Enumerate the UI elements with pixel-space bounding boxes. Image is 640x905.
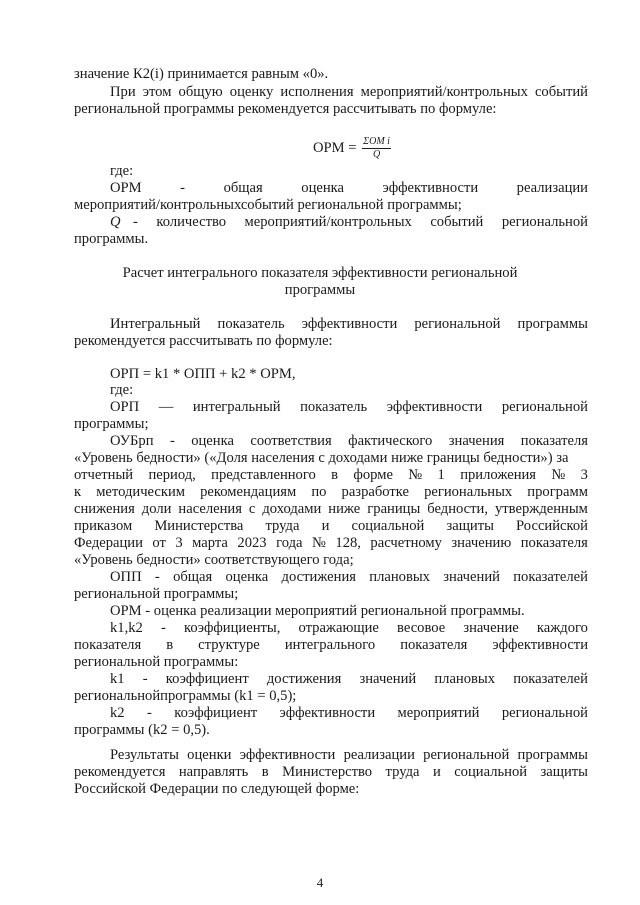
variable-q-text: Q [110, 214, 121, 230]
word: плановых [369, 569, 430, 585]
word: соответствия [250, 433, 332, 449]
text-line-justified [110, 180, 588, 197]
word: количество [156, 214, 227, 230]
text-line: региональной программы; [74, 586, 239, 602]
word: коэффициенты, [183, 620, 281, 636]
word: снижения [74, 501, 135, 517]
word: событий [430, 214, 484, 230]
word: и [432, 764, 441, 780]
word: показателей [513, 671, 588, 687]
word: форме [353, 467, 393, 483]
word: ОРП [110, 399, 140, 415]
word: общая [223, 180, 263, 196]
word: событий [534, 84, 588, 100]
word: региональной [501, 399, 588, 415]
word: методическим [96, 484, 185, 500]
word: Интегральный [110, 316, 201, 332]
word: № [408, 467, 423, 483]
word: границы [367, 501, 421, 517]
word: общая [173, 569, 213, 585]
word: отчетный [74, 467, 134, 483]
word: интегральный [192, 399, 281, 415]
text-line: где: [110, 163, 134, 179]
word: бедности, [427, 501, 488, 517]
section-heading-line-1: Расчет интегрального показателя эффективности региональной [122, 265, 518, 281]
word: населения [178, 501, 242, 517]
text-line-justified [133, 214, 588, 231]
word: 3 [580, 467, 588, 483]
word: значений [359, 671, 417, 687]
word: региональной [414, 316, 501, 332]
section-heading-line-2: программы [284, 282, 356, 298]
word: социальной [351, 518, 425, 534]
word: 1 [437, 467, 445, 483]
word: доли [141, 501, 172, 517]
word: общую [178, 84, 223, 100]
word: плановых [434, 671, 496, 687]
word: 2023 [237, 535, 267, 551]
text-line: рекомендуется рассчитывать по формуле: [74, 333, 333, 349]
word: значению [451, 535, 512, 551]
text-line-justified [74, 467, 588, 484]
formula-fraction [362, 136, 391, 161]
word: ОУБрп [110, 433, 154, 449]
word: период, [148, 467, 196, 483]
text-line-justified [110, 747, 588, 764]
text-line: программы (k2 = 0,5). [74, 722, 210, 738]
word: мероприятий [397, 705, 480, 721]
word: № [311, 535, 326, 551]
word: региональной [501, 705, 588, 721]
word: Российской [516, 518, 588, 534]
word: достижения [281, 569, 356, 585]
word: эффективности [279, 705, 376, 721]
word: труда [265, 518, 300, 534]
word: представленного [211, 467, 316, 483]
word: защиты [446, 518, 494, 534]
word: исполнения [280, 84, 354, 100]
word: 3 [175, 535, 183, 551]
word: социальной [454, 764, 528, 780]
word: в [166, 637, 174, 653]
word: ОПП [110, 569, 142, 585]
word: Результаты [110, 747, 179, 763]
word: труда [385, 764, 420, 780]
text-line-justified [74, 501, 588, 518]
text-line: «Уровень бедности» («Доля населения с доходами ниже границы бедности») за [74, 450, 569, 466]
word: оценки [187, 747, 232, 763]
word: марта [192, 535, 228, 551]
variable-q [110, 214, 122, 231]
formula-orm [313, 136, 391, 161]
text-line-justified [74, 764, 588, 781]
word: и [321, 518, 330, 534]
word: региональных [424, 484, 513, 500]
word: - [133, 214, 138, 230]
text-line-justified [110, 399, 588, 416]
word: программы [517, 747, 588, 763]
word: показатель [300, 399, 368, 415]
formula-orp: ОРП = k1 * ОПП + k2 * ОРМ, [110, 366, 296, 382]
word: этом [142, 84, 172, 100]
word: эффективности [386, 399, 483, 415]
word: № [551, 467, 566, 483]
word: мероприятий/контрольных [244, 214, 412, 230]
word: региональной [423, 747, 510, 763]
text-line: программы; [74, 416, 149, 432]
text-line-justified [110, 433, 588, 450]
word: по [311, 484, 327, 500]
word: коэффициент [165, 671, 249, 687]
word: оценка [225, 569, 269, 585]
word: каждого [536, 620, 588, 636]
text-line: где: [110, 382, 134, 398]
word: приложения [460, 467, 537, 483]
word: защиты [540, 764, 588, 780]
page-number: 4 [316, 875, 324, 890]
word: программ [527, 484, 588, 500]
text-line: мероприятий/контрольныхсобытий региональной программы; [74, 197, 462, 213]
word: 128, [335, 535, 361, 551]
word: мероприятий/контрольных [360, 84, 528, 100]
word: направлять [178, 764, 249, 780]
word: - [160, 620, 166, 636]
word: фактического [348, 433, 433, 449]
word: реализации [516, 180, 588, 196]
word: оценка [191, 433, 234, 449]
text-line-justified [110, 84, 588, 101]
word: года [276, 535, 303, 551]
word: оценку [229, 84, 274, 100]
text-line: значение К2(i) принимается равным «0». [74, 66, 329, 82]
word: весовое [397, 620, 446, 636]
word: ОРМ [110, 180, 142, 196]
word: показателя [520, 433, 588, 449]
word: расчетному [370, 535, 442, 551]
word: разработке [341, 484, 409, 500]
word: При [110, 84, 136, 100]
word: значений [443, 569, 500, 585]
word: - [180, 180, 186, 196]
text-line-justified [110, 671, 588, 688]
text-line: программы. [74, 231, 149, 247]
word: от [152, 535, 166, 551]
word: региональной [501, 214, 588, 230]
text-line-justified [110, 705, 588, 722]
text-line: региональной программы: [74, 654, 239, 670]
word: интегрального [284, 637, 376, 653]
word: ниже [328, 501, 361, 517]
word: в [261, 764, 269, 780]
word: доходами [262, 501, 322, 517]
text-line-justified [74, 637, 588, 654]
text-line-justified [74, 518, 588, 535]
word: коэффициент [174, 705, 258, 721]
word: эффективности [301, 316, 398, 332]
word: эффективности [492, 637, 588, 653]
word: структуре [198, 637, 260, 653]
word: k2 [110, 705, 125, 721]
word: показатель [217, 316, 285, 332]
word: Министерства [154, 518, 244, 534]
word: эффективности [239, 747, 336, 763]
word: показателя [400, 637, 468, 653]
word: - [169, 433, 175, 449]
word: значение [463, 620, 519, 636]
word: k1,k2 [110, 620, 143, 636]
text-line: «Уровень бедности» соответствующего года; [74, 552, 354, 568]
word: Федерации [74, 535, 143, 551]
formula-numerator: ΣОМ i [363, 136, 390, 147]
word: рекомендациям [200, 484, 297, 500]
word: эффективности [382, 180, 479, 196]
word: — [158, 399, 174, 415]
word: с [248, 501, 256, 517]
word: k1 [110, 671, 125, 687]
word: показателей [513, 569, 588, 585]
text-line-justified [110, 620, 588, 637]
word: показателя [520, 535, 588, 551]
word: программы [517, 316, 588, 332]
text-line-justified [74, 535, 588, 552]
word: реализации [343, 747, 415, 763]
text-line-justified [110, 569, 588, 586]
word: утвержденным [494, 501, 588, 517]
word: к [74, 484, 82, 500]
word: - [142, 671, 148, 687]
word: отражающие [298, 620, 379, 636]
word: оценка [301, 180, 345, 196]
word: в [331, 467, 339, 483]
text-line-justified [110, 316, 588, 333]
formula-lhs: ОРМ = [313, 139, 357, 156]
word: - [146, 705, 152, 721]
text-line: ОРМ - оценка реализации мероприятий региональной программы. [110, 603, 525, 619]
text-line: региональнойпрограммы (k1 = 0,5); [74, 688, 297, 704]
text-line: Российской Федерации по следующей форме: [74, 781, 360, 797]
formula-denominator: Q [372, 149, 381, 160]
word: значения [448, 433, 505, 449]
word: - [154, 569, 160, 585]
word: достижения [266, 671, 342, 687]
text-line-justified [74, 484, 588, 501]
word: приказом [74, 518, 133, 534]
word: Министерство [282, 764, 373, 780]
text-line: региональной программы рекомендуется рассчитывать по формуле: [74, 101, 497, 117]
word: показателя [74, 637, 142, 653]
word: рекомендуется [74, 764, 166, 780]
